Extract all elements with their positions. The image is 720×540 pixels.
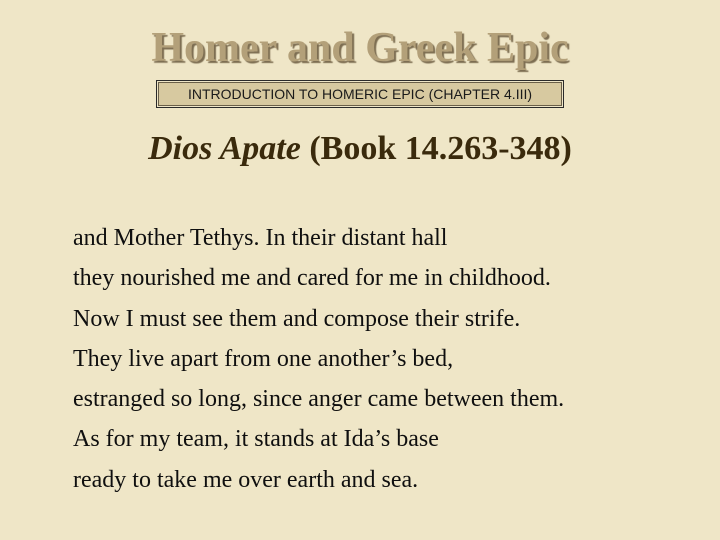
subtitle-banner [156,80,564,108]
poem-line: As for my team, it stands at Ida’s base [73,426,439,453]
slide-title: Homer and Greek Epic [151,25,569,71]
poem-line: Now I must see them and compose their strife. [73,305,521,332]
poem-line: ready to take me over earth and sea. [73,466,419,493]
heading-book-reference: (Book 14.263-348) [300,130,572,167]
poem-line: They live apart from one another’s bed, [73,345,454,372]
subtitle-text: INTRODUCTION TO HOMERIC EPIC (CHAPTER 4.III) [187,86,533,102]
poem-text [73,218,703,500]
poem-line: estranged so long, since anger came between them. [73,386,565,413]
poem-line: and Mother Tethys. In their distant hall [73,225,448,251]
heading-italic-title: Dios Apate [148,130,301,167]
poem-line: they nourished me and cared for me in childhood. [73,265,551,292]
section-heading [0,127,720,171]
